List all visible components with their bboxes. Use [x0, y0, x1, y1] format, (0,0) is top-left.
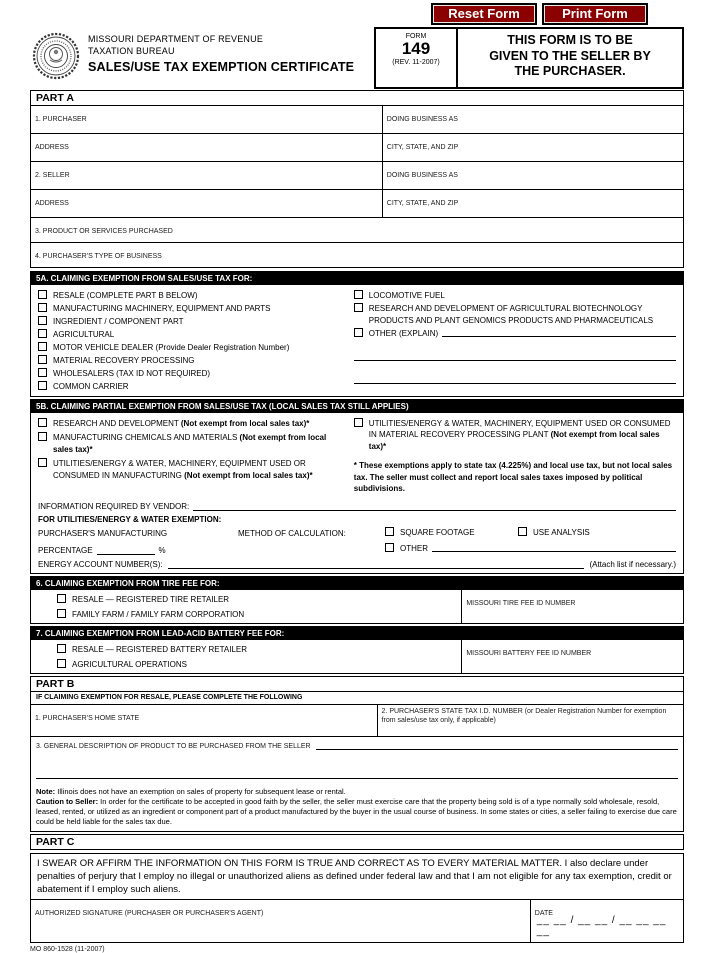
checkbox-use-analysis[interactable]	[518, 527, 527, 536]
form-revision: (REV. 11-2007)	[392, 59, 440, 66]
checkbox-utilities-material-recovery[interactable]	[354, 418, 363, 427]
form-label: FORM	[405, 33, 427, 40]
product-purchased-field[interactable]: 3. PRODUCT OR SERVICES PURCHASED	[31, 217, 683, 242]
signature-row	[30, 900, 684, 943]
checkbox-agricultural-operations[interactable]	[57, 659, 66, 668]
percent-sign: %	[158, 545, 166, 555]
purchaser-city-field[interactable]: CITY, STATE, AND ZIP	[382, 134, 683, 161]
part-b-title: PART B	[36, 677, 75, 690]
seller-notice: THIS FORM IS TO BE GIVEN TO THE SELLER BY THE PURCHASER.	[458, 27, 684, 89]
checkbox-locomotive-fuel[interactable]	[354, 290, 363, 299]
tire-fee-id-field[interactable]: MISSOURI TIRE FEE ID NUMBER	[461, 590, 683, 623]
purchaser-label: 1. PURCHASER	[35, 116, 87, 123]
seller-address-field[interactable]: ADDRESS	[35, 200, 69, 207]
business-type-field[interactable]: 4. PURCHASER'S TYPE OF BUSINESS	[31, 242, 683, 267]
dept-line-1: MISSOURI DEPARTMENT OF REVENUE	[88, 34, 264, 44]
purchaser-dba-field[interactable]: DOING BUSINESS AS	[382, 106, 683, 133]
part-b-subtitle: IF CLAIMING EXEMPTION FOR RESALE, PLEASE COMPLETE THE FOLLOWING	[31, 691, 683, 704]
checkbox-common-carrier[interactable]	[38, 381, 47, 390]
partial-exemption-note: * These exemptions apply to state tax (4.225%) and local use tax, but not local sales tax. The seller must collect and report local sales taxes imposed by political subdivisions.	[353, 461, 673, 493]
seller-city-field[interactable]: CITY, STATE, AND ZIP	[382, 190, 683, 217]
seller-dba-field[interactable]: DOING BUSINESS AS	[382, 162, 683, 189]
section-5a: 5A. CLAIMING EXEMPTION FROM SALES/USE TAX FOR: RESALE (COMPLETE PART B BELOW) MANUFACTURING MACHINERY, EQUIPMENT AND PARTS INGREDIENT / COMPONENT PART AGRICULTURAL MOTOR VEHICLE DEALER (Provide Dealer Registration Number) MATERIAL RECOVERY PROCESSING WHOLESALERS (TAX ID NOT REQUIRED) COMMON CARRIER LOCOMOTIVE FUEL RESEARCH AND DEVELOPMENT OF AGRICULTURAL BIOTECHNOLOGY PRODUCTS AND PLANT GENOMICS PRODUCTS AND PHARMACEUTICALS OTHER (EXPLAIN)	[30, 271, 684, 397]
form-header	[30, 27, 684, 89]
checkbox-manufacturing-chemicals[interactable]	[38, 432, 47, 441]
section-5b: 5B. CLAIMING PARTIAL EXEMPTION FROM SALES/USE TAX (LOCAL SALES TAX STILL APPLIES) RESEARCH AND DEVELOPMENT (Not exempt from local sales tax)* MANUFACTURING CHEMICALS AND MATERIALS (Not exempt from local sales tax)* UTILITIES/ENERGY & WATER, MACHINERY, EQUIPMENT USED OR CONSUMED IN MANUFACTURING (Not exempt from local sales tax)* UTILITIES/ENERGY & WATER, MACHINERY, EQUIPMENT USED OR CONSUMED IN MATERIAL RECOVERY PROCESSING PLANT (Not exempt from local sales tax)* * These exemptions apply to state tax (4.225%) and local use tax, but not local sales tax. The seller must collect and report local sales taxes imposed by political subdivisions. INFORMATION REQUIRED BY VENDOR: FOR UTILITIES/ENERGY & WATER EXEMPTION: PURCHASER'S MANUFACTURING METHOD OF CALCULATION: SQUARE FOOTAGE USE ANALYSIS PERCENTAGE % OTHER ENERGY ACCOUNT NUMBER(S): (Attach list if necessary.)	[30, 399, 684, 574]
percentage-label: PERCENTAGE	[38, 545, 93, 555]
section-6: 6. CLAIMING EXEMPTION FROM TIRE FEE FOR: RESALE — REGISTERED TIRE RETAILER FAMILY FARM / FAMILY FARM CORPORATION MISSOURI TIRE FEE ID NUMBER	[30, 576, 684, 624]
energy-account-line[interactable]	[168, 560, 585, 569]
battery-fee-id-field[interactable]: MISSOURI BATTERY FEE ID NUMBER	[461, 640, 683, 673]
checkbox-research-development-ag[interactable]	[354, 303, 363, 312]
checkbox-other-method[interactable]	[385, 543, 394, 552]
checkbox-research-development[interactable]	[38, 418, 47, 427]
date-placeholder: __ __ / __ __ / __ __ __ __	[536, 914, 667, 937]
utilities-exemption-header: FOR UTILITIES/ENERGY & WATER EXEMPTION:	[38, 514, 222, 524]
part-c	[30, 834, 684, 850]
checkbox-resale[interactable]	[38, 290, 47, 299]
state-tax-id-field[interactable]: 2. PURCHASER'S STATE TAX I.D. NUMBER (or Dealer Registration Number for exemption from sales/use tax only, if applicable)	[377, 705, 683, 736]
checkbox-motor-vehicle-dealer[interactable]	[38, 342, 47, 351]
checkbox-utilities-manufacturing[interactable]	[38, 458, 47, 467]
energy-account-label: ENERGY ACCOUNT NUMBER(S):	[38, 559, 163, 569]
reset-form-button[interactable]: Reset Form	[431, 3, 537, 25]
home-state-field[interactable]: 1. PURCHASER'S HOME STATE	[35, 714, 140, 722]
checkbox-manufacturing-machinery[interactable]	[38, 303, 47, 312]
section-7-title: 7. CLAIMING EXEMPTION FROM LEAD-ACID BATTERY FEE FOR:	[30, 626, 684, 640]
vendor-info-line[interactable]	[193, 502, 676, 511]
part-c-title: PART C	[36, 835, 75, 848]
other-explain-line-3[interactable]	[354, 375, 676, 384]
seller-field[interactable]: 2. SELLER	[35, 172, 70, 179]
general-description-line[interactable]	[316, 741, 678, 750]
general-description-line-2[interactable]	[36, 770, 678, 779]
section-6-title: 6. CLAIMING EXEMPTION FROM TIRE FEE FOR:	[30, 576, 684, 590]
general-description-label: 3. GENERAL DESCRIPTION OF PRODUCT TO BE PURCHASED FROM THE SELLER	[36, 742, 311, 750]
form-code: MO 860-1528 (11-2007)	[30, 945, 105, 953]
other-explain-line-2[interactable]	[354, 352, 676, 361]
form-number: 149	[401, 39, 431, 58]
dept-line-2: TAXATION BUREAU	[88, 45, 175, 56]
vendor-info-label: INFORMATION REQUIRED BY VENDOR:	[38, 501, 190, 511]
checkbox-agricultural[interactable]	[38, 329, 47, 338]
checkbox-wholesalers[interactable]	[38, 368, 47, 377]
checkbox-ingredient-part[interactable]	[38, 316, 47, 325]
date-field[interactable]: DATE __ __ / __ __ / __ __ __ __	[530, 900, 683, 942]
method-of-calculation-label: METHOD OF CALCULATION:	[238, 529, 346, 538]
missouri-state-seal-icon	[32, 32, 80, 80]
checkbox-family-farm[interactable]	[57, 609, 66, 618]
purchaser-address-field[interactable]: ADDRESS	[35, 144, 69, 151]
checkbox-tire-resale[interactable]	[57, 594, 66, 603]
part-a-title: PART A	[36, 92, 74, 104]
part-a	[30, 90, 684, 268]
section-5b-title: 5B. CLAIMING PARTIAL EXEMPTION FROM SALES/USE TAX (LOCAL SALES TAX STILL APPLIES)	[30, 399, 684, 413]
percentage-line[interactable]	[97, 546, 155, 555]
section-5a-title: 5A. CLAIMING EXEMPTION FROM SALES/USE TAX FOR:	[30, 271, 684, 285]
form-number-box	[374, 27, 458, 89]
part-b-notes: Note: Illinois does not have an exemption on sales of property for subsequent lease or rental. Caution to Seller: In order for the certificate to be accepted in good faith by the seller, the seller must exercise care that the property being sold is of a type normally sold wholesale, resold, leased, rented, or utilized as an ingredient or component part of a product manufactured by the buyer in the usual course of business. In some states or cities, a seller failing to exercise due care could be held liable for the sales tax due.	[36, 786, 677, 826]
part-c-statement: I SWEAR OR AFFIRM THE INFORMATION ON THIS FORM IS TRUE AND CORRECT AS TO EVERY MATERIAL MATTER. I also declare under penalties of perjury that I employ no illegal or unauthorized aliens as defined under federal law and that I am not eligible for any tax exemption, credit or abatement if I employ such aliens.	[30, 853, 684, 900]
part-b	[30, 676, 684, 832]
checkbox-material-recovery[interactable]	[38, 355, 47, 364]
other-explain-line[interactable]	[442, 328, 676, 337]
toolbar	[30, 3, 648, 26]
manufacturing-label: PURCHASER'S MANUFACTURING	[38, 529, 168, 538]
other-method-line[interactable]	[432, 543, 676, 552]
checkbox-battery-resale[interactable]	[57, 644, 66, 653]
authorized-signature-field[interactable]: AUTHORIZED SIGNATURE (PURCHASER OR PURCHASER'S AGENT)	[35, 909, 264, 917]
print-form-button[interactable]: Print Form	[542, 3, 648, 25]
section-7: 7. CLAIMING EXEMPTION FROM LEAD-ACID BATTERY FEE FOR: RESALE — REGISTERED BATTERY RETAILER AGRICULTURAL OPERATIONS MISSOURI BATTERY FEE ID NUMBER	[30, 626, 684, 674]
checkbox-other-explain[interactable]	[354, 328, 363, 337]
checkbox-square-footage[interactable]	[385, 527, 394, 536]
form-title: SALES/USE TAX EXEMPTION CERTIFICATE	[88, 60, 355, 74]
purchaser-field[interactable]	[31, 106, 382, 133]
attach-list-note: (Attach list if necessary.)	[589, 559, 676, 569]
